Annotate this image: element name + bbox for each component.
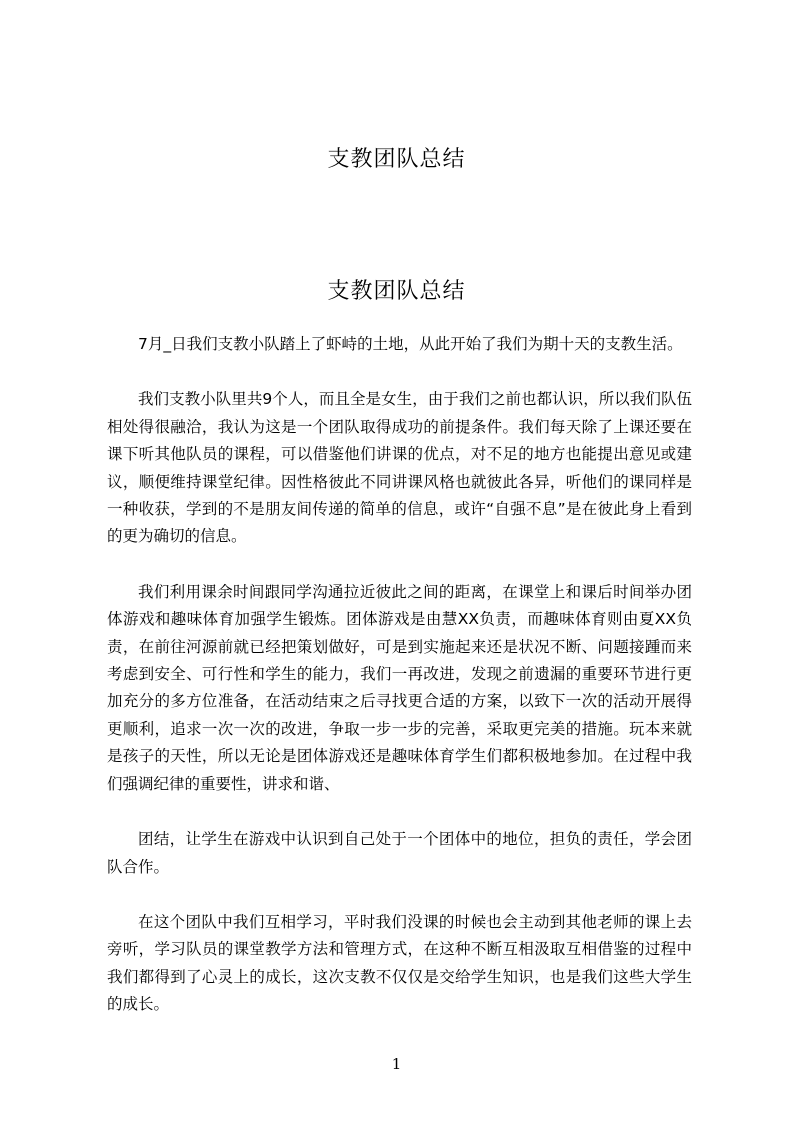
paragraph-activities: 我们利用课余时间跟同学沟通拉近彼此之间的距离，在课堂上和课后时间举办团体游戏和趣味体育加强学生锻炼。团体游戏是由慧XX负责，而趣味体育则由夏XX负责，在前往河源前就已经把策划做好，可是到实施起来还是状况不断、问题接踵而来考虑到安全、可行性和学生的能力，我们一再改进，发现之前遗漏的重要环节进行更加充分的多方位准备，在活动结束之后寻找更合适的方案，以致下一次的活动开展得更顺利，追求一次一次的改进，争取一步一步的完善，采取更完美的措施。玩本来就是孩子的天性，所以无论是团体游戏还是趣味体育学生们都积极地参加。在过程中我们强调纪律的重要性，讲求和谐、 [107,582,692,793]
document-title: 支教团队总结 [327,147,466,172]
document-body [107,331,692,1047]
paragraph-team: 我们支教小队里共9个人，而且全是女生，由于我们之前也都认识，所以我们队伍相处得很融洽，我认为这是一个团队取得成功的前提条件。我们每天除了上课还要在课下听其他队员的课程，可以借鉴他们讲课的优点，对不足的地方也能提出意见或建议，顺便维持课堂纪律。因性格彼此不同讲课风格也就彼此各异，听他们的课同样是一种收获，学到的不是朋友间传递的简单的信息，或许“自强不息”是在彼此身上看到的更为确切的信息。 [107,390,692,546]
paragraph-growth: 在这个团队中我们互相学习，平时我们没课的时候也会主动到其他老师的课上去旁听，学习队员的课堂教学方法和管理方式，在这种不断互相汲取互相借鉴的过程中我们都得到了心灵上的成长，这次支教不仅仅是交给学生知识，也是我们这些大学生的成长。 [107,912,692,1014]
section-title: 支教团队总结 [327,279,466,304]
paragraph-unity: 团结，让学生在游戏中认识到自己处于一个团体中的地位，担负的责任，学会团队合作。 [107,830,692,876]
page-number: 1 [391,1055,402,1073]
paragraph-intro: 7月_日我们支教小队踏上了虾峙的土地，从此开始了我们为期十天的支教生活。 [138,335,683,353]
